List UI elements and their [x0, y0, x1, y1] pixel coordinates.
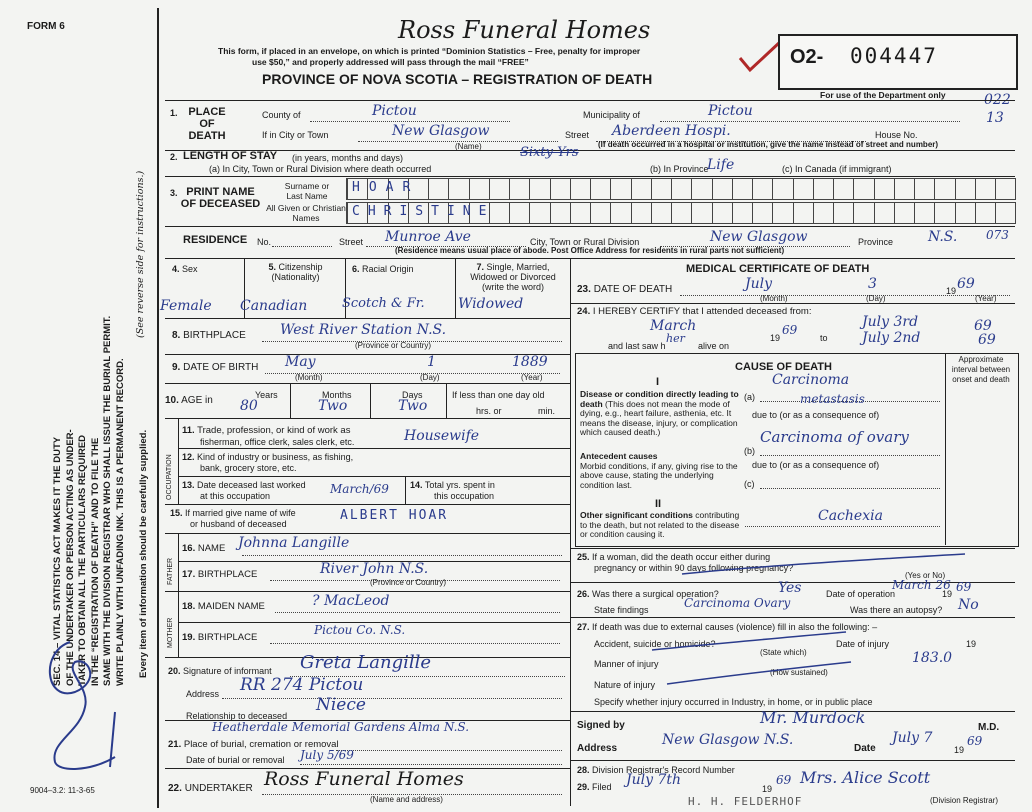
filed-date: July 7th: [626, 772, 682, 788]
registrar-signature: Mrs. Alice Scott: [800, 768, 931, 787]
residence-province: N.S.: [928, 229, 958, 245]
age-days: Two: [398, 398, 428, 414]
residence-note: (Residence means usual place of abode. Post Office Address for residents in rural parts not sufficient): [395, 246, 785, 255]
father-tab: FATHER: [167, 557, 174, 585]
last-worked-value: March/69: [330, 482, 389, 496]
form-label: FORM 6: [27, 21, 65, 32]
surname-boxes: [346, 178, 1016, 200]
mail-notice-1: This form, if placed in an envelope, on which is printed “Dominion Statistics – Free, penalty for improper: [218, 46, 641, 56]
municipality-value: Pictou: [708, 103, 753, 119]
age-years: 80: [240, 398, 258, 414]
residence-street: Munroe Ave: [385, 229, 471, 245]
death-year: 69: [957, 276, 975, 292]
medical-certificate-title: MEDICAL CERTIFICATE OF DEATH: [686, 263, 870, 275]
instructions-note: (See reverse side for instructions.): [135, 170, 146, 338]
given-name-value: CHRISTINE: [352, 204, 495, 219]
funeral-home-title: Ross Funeral Homes: [398, 16, 651, 44]
classification-code: 183.0: [912, 650, 953, 666]
father-name-value: Johnna Langille: [238, 535, 350, 551]
operation-date: March 26: [892, 578, 951, 592]
physician-date: July 7: [892, 730, 933, 746]
cause-title: CAUSE OF DEATH: [735, 361, 832, 373]
sex-value: Female: [160, 298, 212, 314]
racial-origin-value: Scotch & Fr.: [342, 296, 425, 311]
death-month: July: [745, 276, 773, 292]
attended-to: July 3rd: [862, 314, 919, 330]
county-value: Pictou: [372, 103, 417, 119]
spouse-value: ALBERT HOAR: [340, 508, 449, 523]
stay-province-value: Life: [707, 157, 735, 173]
informant-relationship: Niece: [316, 695, 366, 715]
registration-number-box: O2- 004447: [778, 34, 1018, 90]
informant-address: RR 274 Pictou: [240, 675, 364, 695]
strike-line-3: [665, 660, 855, 688]
place-of-death-label: PLACE OF DEATH: [188, 106, 226, 142]
surname-value: HOAR: [352, 180, 420, 195]
cause-b: Carcinoma of ovary: [760, 428, 909, 446]
marital-status-value: Widowed: [458, 296, 524, 312]
supply-note: Every item of information should be carefully supplied.: [138, 429, 149, 678]
last-seen-alive: July 2nd: [862, 330, 921, 346]
autopsy-value: No: [958, 597, 979, 613]
deceased-name-label: PRINT NAME OF DECEASED: [180, 186, 261, 210]
dept-code-2: 13: [986, 110, 1004, 126]
mother-tab: MOTHER: [167, 617, 174, 648]
strike-line: [680, 552, 970, 578]
death-day: 3: [868, 276, 877, 292]
physician-signature: Mr. Murdock: [760, 708, 866, 727]
citizenship-value: Canadian: [240, 298, 308, 314]
physician-address: New Glasgow N.S.: [662, 732, 794, 748]
dob-year: 1889: [512, 354, 548, 370]
mother-maiden-value: ? MacLeod: [312, 593, 390, 609]
registrar-stamp: H. H. FELDERHOF: [688, 795, 803, 808]
informant-signature: Greta Langille: [300, 652, 432, 673]
residence-city: New Glasgow: [710, 229, 808, 245]
burial-date-value: July 5/69: [300, 748, 354, 762]
findings-value: Carcinoma Ovary: [684, 596, 791, 610]
city-value: New Glasgow: [392, 123, 490, 139]
dept-code-1: 022: [984, 92, 1011, 108]
cause-a: Carcinoma: [772, 372, 850, 388]
street-value: Aberdeen Hospi.: [612, 123, 731, 139]
father-birthplace-value: River John N.S.: [320, 561, 429, 577]
registration-number: 004447: [850, 44, 938, 68]
undertaker-value: Ross Funeral Homes: [264, 768, 464, 790]
strike-line-2: [650, 630, 850, 654]
form-code: 9004–3.2: 11-3-65: [30, 786, 95, 795]
form-heading: PROVINCE OF NOVA SCOTIA – REGISTRATION OF DEATH: [262, 71, 653, 87]
birthplace-value: West River Station N.S.: [280, 322, 447, 338]
other-conditions: Cachexia: [818, 508, 883, 524]
cause-due-to-a: metastasis: [800, 392, 865, 406]
dob-month: May: [285, 354, 316, 370]
mail-notice-2: use $50,” and properly addressed will pass through the mail “FREE”: [252, 57, 529, 67]
burial-place-value: Heatherdale Memorial Gardens Alma N.S.: [212, 720, 470, 734]
age-months: Two: [318, 398, 348, 414]
attended-from: March: [650, 318, 697, 334]
stay-city-value: Sixty Yrs: [520, 145, 579, 160]
hospital-note: (If death occurred in a hospital or institution, give the name instead of street and number): [598, 140, 939, 149]
statutory-notice: SEC. 14 – VITAL STATISTICS ACT MAKES IT THE DUTY OF THE UNDERTAKER OR PERSON ACTING AS UNDER- TAKER TO OBTAIN ALL THE PARTICULARS REQUIRED IN THE “REGISTRATION OF DEATH” AND TO FILE THE SAME WITH THE DIVISION REGISTRAR WHO SHALL ISSUE THE BURIAL PERMIT. WRITE PLAINLY WITH UNFADING INK. THIS IS A PERMANENT RECORD.: [52, 315, 126, 686]
interval-label: Approximate interval between onset and death: [951, 355, 1011, 384]
dob-day: 1: [427, 354, 436, 370]
left-margin-rule: [157, 8, 159, 808]
surgery-value: Yes: [778, 580, 802, 596]
margin-handwriting: [30, 632, 140, 782]
occupation-value: Housewife: [404, 428, 480, 444]
dept-use-label: For use of the Department only: [820, 90, 946, 100]
occupation-tab: OCCUPATION: [166, 454, 173, 500]
mother-birthplace-value: Pictou Co. N.S.: [314, 623, 406, 637]
